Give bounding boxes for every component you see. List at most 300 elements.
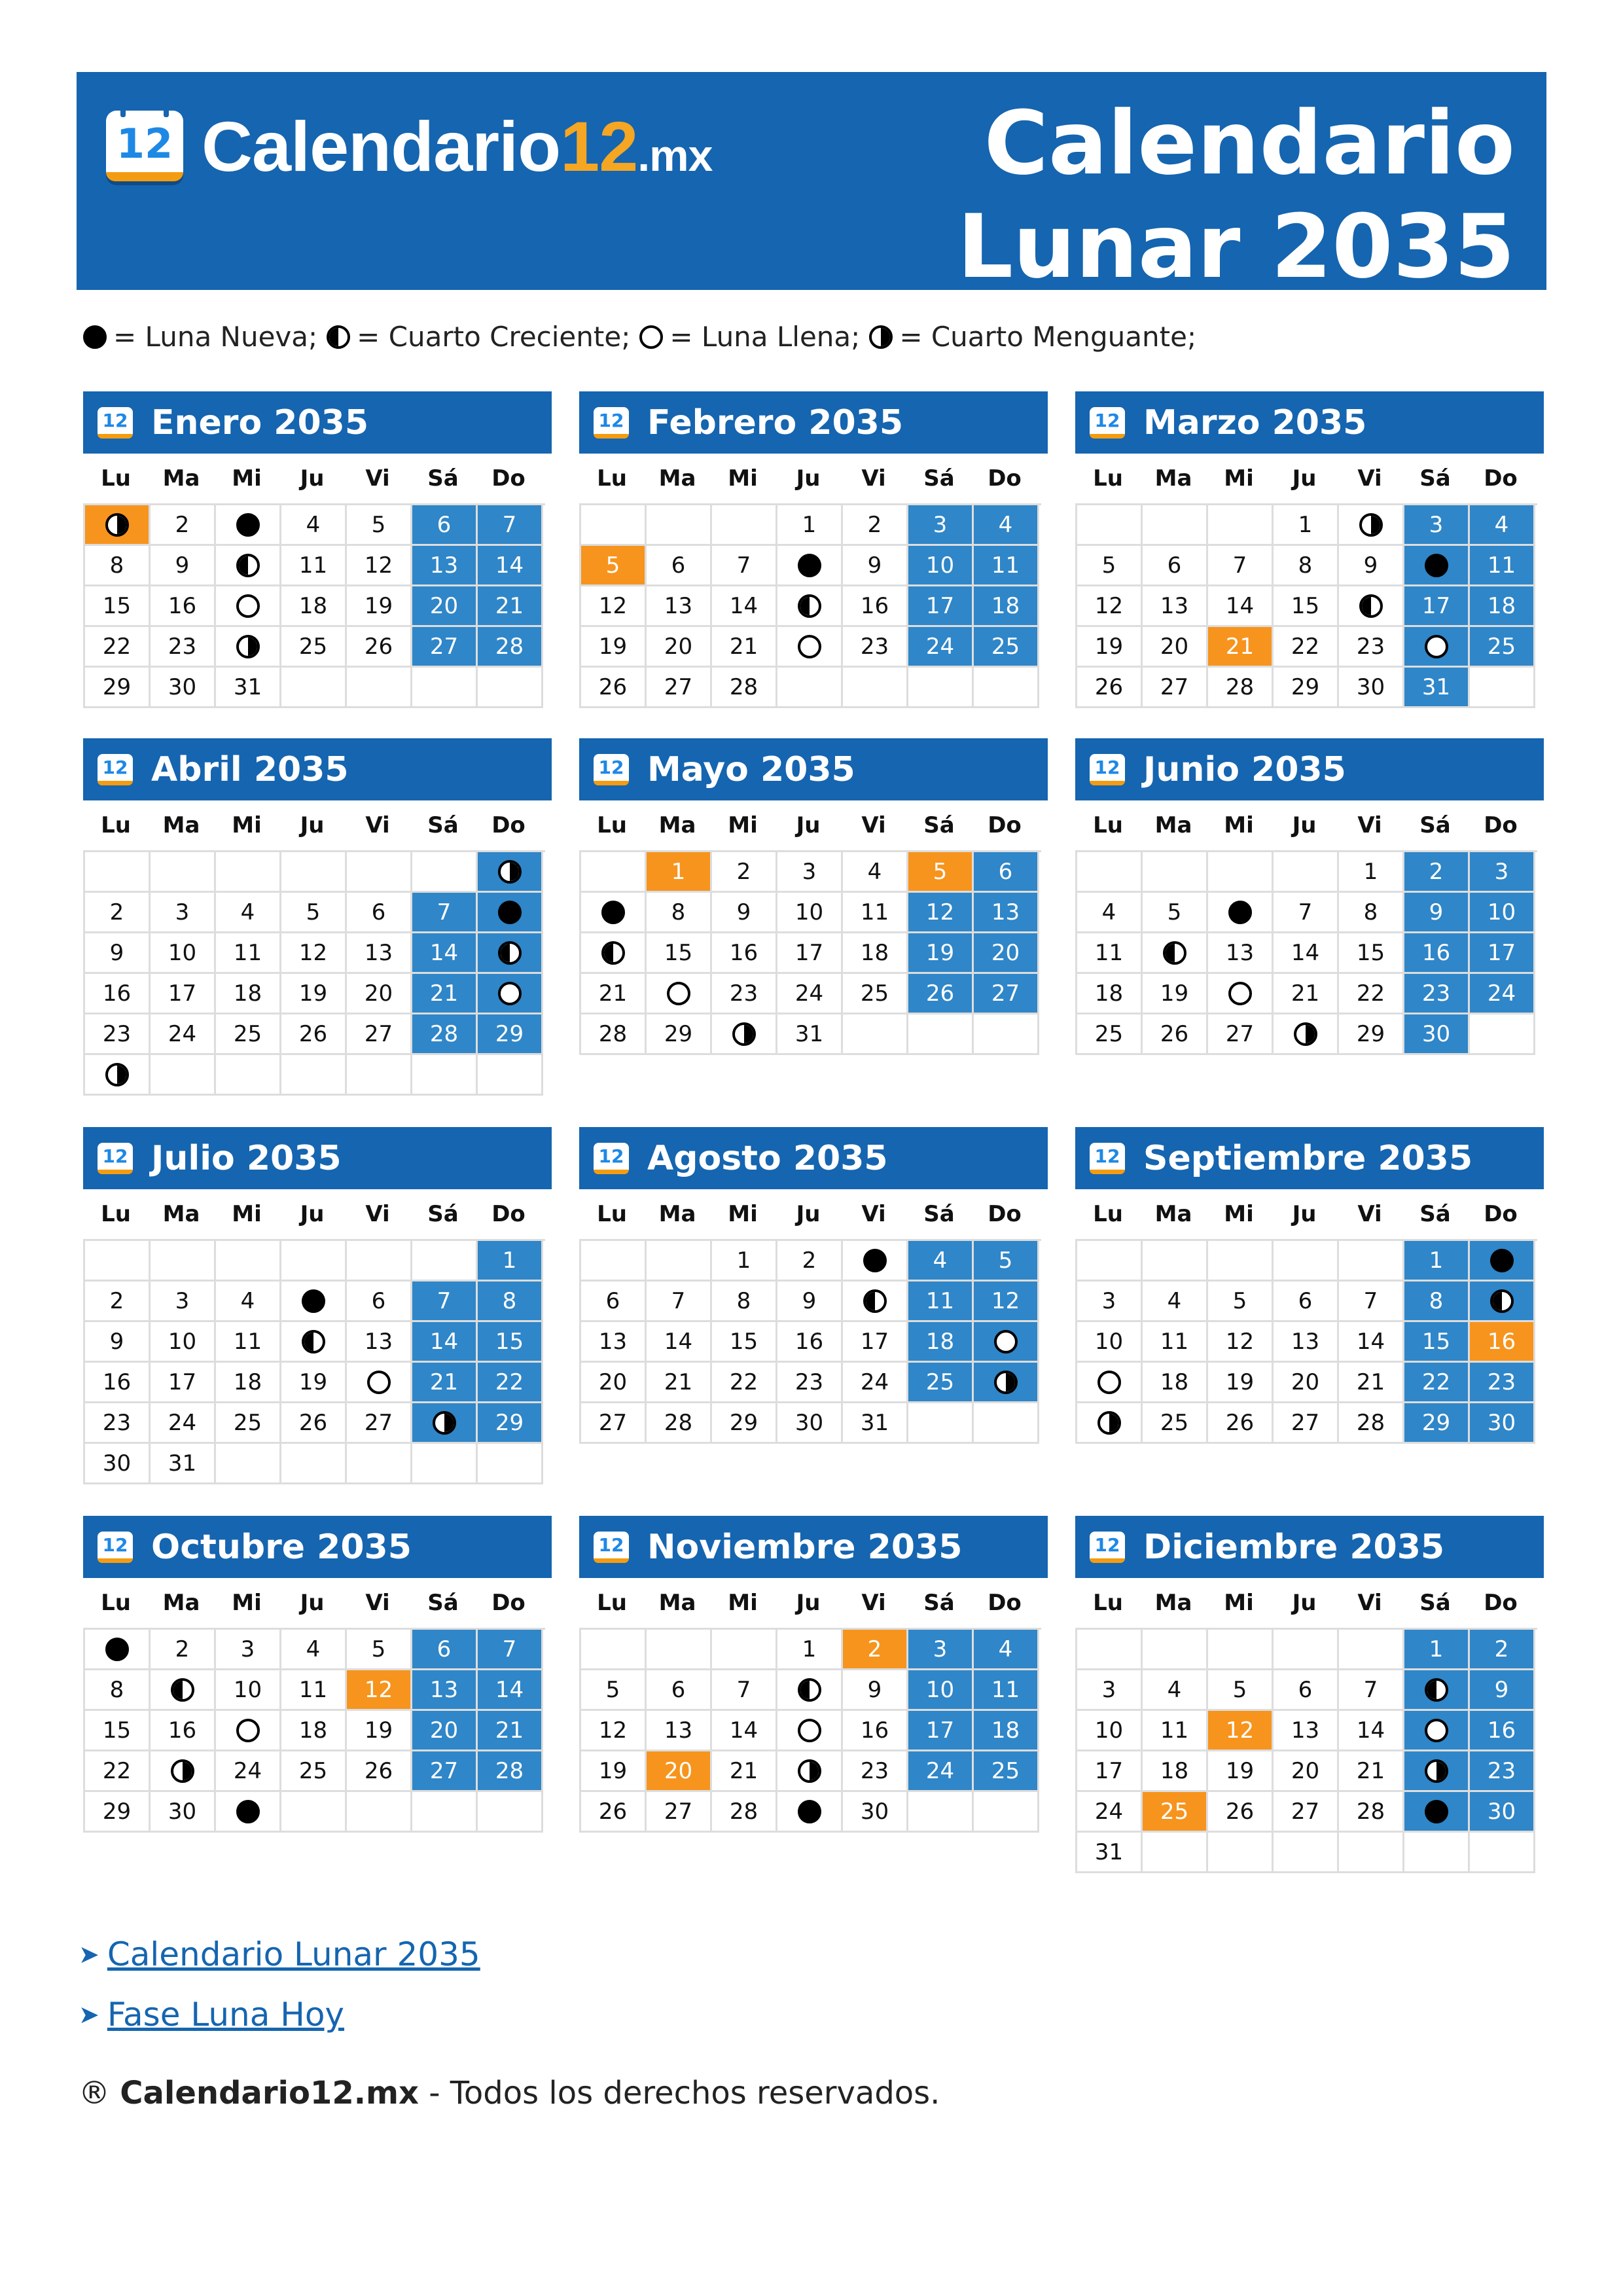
day-cell[interactable]: 16 (712, 933, 777, 974)
day-cell[interactable]: 18 (974, 1711, 1039, 1751)
day-cell[interactable]: 4 (281, 1630, 347, 1670)
day-cell[interactable] (581, 933, 647, 974)
day-cell[interactable]: 5 (347, 1630, 412, 1670)
day-cell[interactable]: 20 (647, 1751, 712, 1792)
day-cell[interactable]: 5 (1208, 1670, 1274, 1711)
day-cell[interactable]: 2 (151, 1630, 216, 1670)
day-cell[interactable]: 21 (412, 1363, 478, 1403)
day-cell[interactable]: 12 (581, 586, 647, 627)
day-cell[interactable]: 10 (777, 893, 843, 933)
day-cell[interactable]: 4 (216, 893, 281, 933)
day-cell[interactable]: 25 (281, 627, 347, 668)
day-cell[interactable]: 22 (712, 1363, 777, 1403)
day-cell[interactable]: 25 (281, 1751, 347, 1792)
day-cell[interactable]: 12 (974, 1282, 1039, 1322)
day-cell[interactable]: 16 (777, 1322, 843, 1363)
day-cell[interactable] (85, 1630, 151, 1670)
day-cell[interactable]: 6 (1143, 546, 1208, 586)
day-cell[interactable]: 1 (777, 1630, 843, 1670)
day-cell[interactable] (478, 933, 543, 974)
day-cell[interactable] (777, 546, 843, 586)
day-cell[interactable] (777, 1751, 843, 1792)
day-cell[interactable]: 3 (1404, 505, 1470, 546)
day-cell[interactable]: 25 (1470, 627, 1535, 668)
day-cell[interactable]: 18 (281, 1711, 347, 1751)
day-cell[interactable] (216, 505, 281, 546)
day-cell[interactable]: 21 (1274, 974, 1339, 1014)
day-cell[interactable]: 25 (974, 627, 1039, 668)
day-cell[interactable] (347, 1363, 412, 1403)
day-cell[interactable] (1404, 1751, 1470, 1792)
day-cell[interactable]: 7 (1339, 1670, 1404, 1711)
day-cell[interactable]: 5 (908, 852, 974, 893)
day-cell[interactable]: 18 (843, 933, 908, 974)
day-cell[interactable]: 23 (712, 974, 777, 1014)
day-cell[interactable]: 6 (647, 1670, 712, 1711)
day-cell[interactable]: 4 (281, 505, 347, 546)
day-cell[interactable]: 6 (412, 505, 478, 546)
day-cell[interactable]: 26 (1208, 1403, 1274, 1444)
day-cell[interactable]: 3 (908, 1630, 974, 1670)
day-cell[interactable]: 8 (647, 893, 712, 933)
day-cell[interactable]: 5 (581, 546, 647, 586)
day-cell[interactable]: 18 (1143, 1751, 1208, 1792)
day-cell[interactable] (1404, 1670, 1470, 1711)
day-cell[interactable]: 28 (712, 668, 777, 708)
day-cell[interactable]: 5 (974, 1241, 1039, 1282)
day-cell[interactable]: 9 (85, 1322, 151, 1363)
day-cell[interactable]: 14 (712, 586, 777, 627)
day-cell[interactable] (281, 1322, 347, 1363)
day-cell[interactable]: 7 (712, 546, 777, 586)
day-cell[interactable]: 6 (647, 546, 712, 586)
day-cell[interactable]: 27 (412, 1751, 478, 1792)
day-cell[interactable] (777, 1792, 843, 1833)
day-cell[interactable]: 27 (647, 1792, 712, 1833)
day-cell[interactable]: 14 (412, 1322, 478, 1363)
day-cell[interactable]: 12 (281, 933, 347, 974)
day-cell[interactable]: 24 (777, 974, 843, 1014)
day-cell[interactable]: 30 (151, 668, 216, 708)
day-cell[interactable]: 24 (1470, 974, 1535, 1014)
day-cell[interactable]: 24 (151, 1403, 216, 1444)
day-cell[interactable]: 24 (908, 627, 974, 668)
day-cell[interactable] (777, 586, 843, 627)
day-cell[interactable]: 18 (1143, 1363, 1208, 1403)
day-cell[interactable]: 10 (151, 1322, 216, 1363)
day-cell[interactable]: 10 (1077, 1711, 1143, 1751)
day-cell[interactable] (1404, 546, 1470, 586)
day-cell[interactable]: 21 (412, 974, 478, 1014)
day-cell[interactable] (1274, 1014, 1339, 1055)
day-cell[interactable]: 16 (1470, 1322, 1535, 1363)
day-cell[interactable]: 2 (1404, 852, 1470, 893)
day-cell[interactable]: 25 (216, 1403, 281, 1444)
day-cell[interactable]: 11 (1077, 933, 1143, 974)
day-cell[interactable]: 8 (85, 546, 151, 586)
day-cell[interactable]: 16 (1470, 1711, 1535, 1751)
day-cell[interactable]: 19 (1143, 974, 1208, 1014)
day-cell[interactable]: 13 (412, 546, 478, 586)
day-cell[interactable]: 31 (843, 1403, 908, 1444)
day-cell[interactable]: 28 (647, 1403, 712, 1444)
day-cell[interactable]: 11 (1470, 546, 1535, 586)
day-cell[interactable]: 15 (1339, 933, 1404, 974)
day-cell[interactable]: 13 (647, 586, 712, 627)
day-cell[interactable]: 2 (712, 852, 777, 893)
day-cell[interactable]: 16 (151, 586, 216, 627)
day-cell[interactable]: 3 (151, 893, 216, 933)
day-cell[interactable]: 25 (216, 1014, 281, 1055)
day-cell[interactable]: 16 (85, 974, 151, 1014)
day-cell[interactable]: 26 (281, 1403, 347, 1444)
day-cell[interactable] (1470, 1241, 1535, 1282)
day-cell[interactable]: 13 (581, 1322, 647, 1363)
day-cell[interactable]: 21 (1339, 1751, 1404, 1792)
day-cell[interactable]: 7 (647, 1282, 712, 1322)
day-cell[interactable] (216, 586, 281, 627)
day-cell[interactable]: 4 (216, 1282, 281, 1322)
day-cell[interactable]: 14 (712, 1711, 777, 1751)
day-cell[interactable]: 26 (1143, 1014, 1208, 1055)
day-cell[interactable]: 3 (1077, 1282, 1143, 1322)
day-cell[interactable]: 28 (478, 1751, 543, 1792)
day-cell[interactable]: 1 (1404, 1630, 1470, 1670)
day-cell[interactable] (581, 893, 647, 933)
day-cell[interactable]: 20 (347, 974, 412, 1014)
day-cell[interactable]: 10 (216, 1670, 281, 1711)
day-cell[interactable]: 10 (151, 933, 216, 974)
day-cell[interactable]: 23 (843, 627, 908, 668)
day-cell[interactable]: 29 (478, 1403, 543, 1444)
day-cell[interactable]: 20 (1274, 1363, 1339, 1403)
day-cell[interactable]: 21 (712, 1751, 777, 1792)
day-cell[interactable]: 12 (1208, 1322, 1274, 1363)
day-cell[interactable]: 11 (908, 1282, 974, 1322)
day-cell[interactable]: 14 (412, 933, 478, 974)
day-cell[interactable]: 6 (1274, 1670, 1339, 1711)
day-cell[interactable] (777, 627, 843, 668)
day-cell[interactable]: 27 (1143, 668, 1208, 708)
day-cell[interactable]: 23 (1470, 1363, 1535, 1403)
day-cell[interactable]: 18 (908, 1322, 974, 1363)
day-cell[interactable] (1077, 1403, 1143, 1444)
day-cell[interactable]: 11 (216, 933, 281, 974)
day-cell[interactable]: 17 (908, 586, 974, 627)
day-cell[interactable]: 26 (908, 974, 974, 1014)
day-cell[interactable]: 12 (1208, 1711, 1274, 1751)
day-cell[interactable]: 6 (581, 1282, 647, 1322)
day-cell[interactable]: 17 (1077, 1751, 1143, 1792)
day-cell[interactable]: 26 (281, 1014, 347, 1055)
day-cell[interactable]: 29 (647, 1014, 712, 1055)
day-cell[interactable]: 22 (1274, 627, 1339, 668)
day-cell[interactable] (151, 1670, 216, 1711)
day-cell[interactable]: 8 (85, 1670, 151, 1711)
day-cell[interactable]: 17 (151, 1363, 216, 1403)
day-cell[interactable]: 17 (1470, 933, 1535, 974)
day-cell[interactable]: 30 (777, 1403, 843, 1444)
day-cell[interactable] (85, 1055, 151, 1096)
day-cell[interactable]: 24 (151, 1014, 216, 1055)
day-cell[interactable]: 18 (216, 1363, 281, 1403)
day-cell[interactable]: 1 (647, 852, 712, 893)
day-cell[interactable] (1208, 893, 1274, 933)
day-cell[interactable] (1404, 1711, 1470, 1751)
day-cell[interactable]: 16 (1404, 933, 1470, 974)
day-cell[interactable]: 26 (347, 1751, 412, 1792)
day-cell[interactable]: 24 (216, 1751, 281, 1792)
day-cell[interactable]: 22 (478, 1363, 543, 1403)
day-cell[interactable]: 13 (1143, 586, 1208, 627)
day-cell[interactable]: 12 (347, 546, 412, 586)
day-cell[interactable]: 20 (1274, 1751, 1339, 1792)
day-cell[interactable]: 29 (1339, 1014, 1404, 1055)
day-cell[interactable]: 15 (647, 933, 712, 974)
day-cell[interactable]: 30 (1470, 1403, 1535, 1444)
day-cell[interactable]: 4 (974, 505, 1039, 546)
day-cell[interactable]: 13 (1208, 933, 1274, 974)
day-cell[interactable] (712, 1014, 777, 1055)
day-cell[interactable]: 21 (647, 1363, 712, 1403)
day-cell[interactable]: 23 (1470, 1751, 1535, 1792)
day-cell[interactable]: 24 (1077, 1792, 1143, 1833)
day-cell[interactable]: 4 (974, 1630, 1039, 1670)
day-cell[interactable]: 5 (347, 505, 412, 546)
day-cell[interactable]: 28 (1339, 1403, 1404, 1444)
day-cell[interactable]: 25 (1143, 1403, 1208, 1444)
day-cell[interactable]: 29 (712, 1403, 777, 1444)
day-cell[interactable]: 29 (85, 668, 151, 708)
day-cell[interactable]: 9 (1470, 1670, 1535, 1711)
day-cell[interactable]: 19 (908, 933, 974, 974)
day-cell[interactable] (478, 852, 543, 893)
day-cell[interactable] (216, 1792, 281, 1833)
day-cell[interactable]: 15 (1404, 1322, 1470, 1363)
day-cell[interactable] (216, 1711, 281, 1751)
day-cell[interactable]: 27 (412, 627, 478, 668)
day-cell[interactable]: 19 (581, 1751, 647, 1792)
day-cell[interactable]: 10 (908, 1670, 974, 1711)
day-cell[interactable]: 29 (85, 1792, 151, 1833)
day-cell[interactable]: 31 (151, 1444, 216, 1484)
day-cell[interactable]: 1 (777, 505, 843, 546)
day-cell[interactable]: 8 (712, 1282, 777, 1322)
day-cell[interactable]: 4 (1143, 1282, 1208, 1322)
day-cell[interactable]: 21 (1208, 627, 1274, 668)
day-cell[interactable]: 17 (777, 933, 843, 974)
day-cell[interactable]: 25 (1143, 1792, 1208, 1833)
day-cell[interactable] (412, 1403, 478, 1444)
day-cell[interactable]: 14 (1339, 1322, 1404, 1363)
day-cell[interactable]: 7 (478, 505, 543, 546)
day-cell[interactable]: 24 (908, 1751, 974, 1792)
day-cell[interactable] (85, 505, 151, 546)
day-cell[interactable]: 3 (1077, 1670, 1143, 1711)
day-cell[interactable]: 1 (712, 1241, 777, 1282)
day-cell[interactable]: 19 (347, 586, 412, 627)
day-cell[interactable] (1339, 586, 1404, 627)
day-cell[interactable]: 5 (581, 1670, 647, 1711)
day-cell[interactable]: 23 (1404, 974, 1470, 1014)
day-cell[interactable]: 10 (908, 546, 974, 586)
day-cell[interactable]: 22 (85, 627, 151, 668)
day-cell[interactable]: 8 (1404, 1282, 1470, 1322)
day-cell[interactable]: 14 (478, 1670, 543, 1711)
day-cell[interactable]: 3 (216, 1630, 281, 1670)
day-cell[interactable]: 11 (281, 546, 347, 586)
day-cell[interactable]: 2 (843, 1630, 908, 1670)
day-cell[interactable]: 6 (412, 1630, 478, 1670)
day-cell[interactable]: 19 (281, 1363, 347, 1403)
day-cell[interactable]: 11 (216, 1322, 281, 1363)
day-cell[interactable] (1339, 505, 1404, 546)
day-cell[interactable]: 30 (1404, 1014, 1470, 1055)
day-cell[interactable]: 15 (478, 1322, 543, 1363)
day-cell[interactable] (843, 1241, 908, 1282)
day-cell[interactable] (1208, 974, 1274, 1014)
day-cell[interactable]: 20 (412, 1711, 478, 1751)
day-cell[interactable]: 7 (478, 1630, 543, 1670)
day-cell[interactable]: 13 (347, 1322, 412, 1363)
day-cell[interactable]: 13 (1274, 1711, 1339, 1751)
day-cell[interactable]: 4 (1143, 1670, 1208, 1711)
day-cell[interactable]: 30 (151, 1792, 216, 1833)
day-cell[interactable]: 26 (347, 627, 412, 668)
day-cell[interactable]: 19 (1208, 1363, 1274, 1403)
day-cell[interactable]: 25 (974, 1751, 1039, 1792)
day-cell[interactable]: 30 (1470, 1792, 1535, 1833)
day-cell[interactable]: 8 (1274, 546, 1339, 586)
day-cell[interactable]: 15 (85, 586, 151, 627)
day-cell[interactable]: 1 (1274, 505, 1339, 546)
day-cell[interactable]: 23 (151, 627, 216, 668)
day-cell[interactable]: 21 (581, 974, 647, 1014)
day-cell[interactable]: 16 (85, 1363, 151, 1403)
day-cell[interactable]: 1 (1404, 1241, 1470, 1282)
day-cell[interactable]: 13 (647, 1711, 712, 1751)
day-cell[interactable]: 11 (1143, 1711, 1208, 1751)
day-cell[interactable]: 4 (843, 852, 908, 893)
day-cell[interactable]: 14 (478, 546, 543, 586)
day-cell[interactable]: 9 (1404, 893, 1470, 933)
day-cell[interactable]: 17 (843, 1322, 908, 1363)
day-cell[interactable]: 10 (1077, 1322, 1143, 1363)
day-cell[interactable]: 17 (151, 974, 216, 1014)
day-cell[interactable]: 20 (1143, 627, 1208, 668)
day-cell[interactable]: 16 (843, 586, 908, 627)
day-cell[interactable]: 5 (1208, 1282, 1274, 1322)
day-cell[interactable]: 3 (1470, 852, 1535, 893)
day-cell[interactable]: 30 (1339, 668, 1404, 708)
day-cell[interactable]: 19 (581, 627, 647, 668)
day-cell[interactable]: 15 (712, 1322, 777, 1363)
day-cell[interactable]: 2 (777, 1241, 843, 1282)
day-cell[interactable]: 15 (85, 1711, 151, 1751)
day-cell[interactable]: 12 (347, 1670, 412, 1711)
day-cell[interactable]: 19 (1077, 627, 1143, 668)
day-cell[interactable]: 31 (1077, 1833, 1143, 1873)
day-cell[interactable]: 5 (1143, 893, 1208, 933)
day-cell[interactable] (478, 893, 543, 933)
day-cell[interactable]: 16 (151, 1711, 216, 1751)
day-cell[interactable]: 27 (347, 1014, 412, 1055)
day-cell[interactable]: 23 (85, 1014, 151, 1055)
day-cell[interactable]: 20 (974, 933, 1039, 974)
day-cell[interactable]: 18 (216, 974, 281, 1014)
day-cell[interactable]: 21 (478, 1711, 543, 1751)
day-cell[interactable]: 3 (908, 505, 974, 546)
day-cell[interactable]: 26 (581, 668, 647, 708)
day-cell[interactable]: 26 (581, 1792, 647, 1833)
day-cell[interactable]: 27 (1274, 1403, 1339, 1444)
day-cell[interactable]: 13 (412, 1670, 478, 1711)
day-cell[interactable]: 20 (647, 627, 712, 668)
day-cell[interactable]: 16 (843, 1711, 908, 1751)
day-cell[interactable]: 23 (1339, 627, 1404, 668)
day-cell[interactable]: 11 (974, 1670, 1039, 1711)
day-cell[interactable] (647, 974, 712, 1014)
day-cell[interactable]: 13 (1274, 1322, 1339, 1363)
day-cell[interactable]: 8 (478, 1282, 543, 1322)
day-cell[interactable]: 7 (412, 893, 478, 933)
day-cell[interactable]: 1 (478, 1241, 543, 1282)
day-cell[interactable]: 22 (85, 1751, 151, 1792)
day-cell[interactable] (843, 1282, 908, 1322)
day-cell[interactable] (1404, 1792, 1470, 1833)
day-cell[interactable]: 6 (1274, 1282, 1339, 1322)
day-cell[interactable]: 2 (843, 505, 908, 546)
day-cell[interactable]: 23 (777, 1363, 843, 1403)
day-cell[interactable]: 21 (1339, 1363, 1404, 1403)
day-cell[interactable] (777, 1670, 843, 1711)
day-cell[interactable] (974, 1363, 1039, 1403)
day-cell[interactable]: 28 (712, 1792, 777, 1833)
day-cell[interactable]: 29 (1404, 1403, 1470, 1444)
day-cell[interactable]: 21 (478, 586, 543, 627)
day-cell[interactable]: 28 (1339, 1792, 1404, 1833)
day-cell[interactable]: 17 (1404, 586, 1470, 627)
day-cell[interactable]: 7 (1274, 893, 1339, 933)
day-cell[interactable]: 31 (216, 668, 281, 708)
fase-luna-hoy-link[interactable]: Fase Luna Hoy (107, 1996, 345, 2034)
day-cell[interactable]: 7 (1208, 546, 1274, 586)
day-cell[interactable]: 3 (777, 852, 843, 893)
day-cell[interactable] (151, 1751, 216, 1792)
day-cell[interactable]: 25 (1077, 1014, 1143, 1055)
day-cell[interactable]: 2 (85, 1282, 151, 1322)
day-cell[interactable]: 4 (1470, 505, 1535, 546)
day-cell[interactable]: 22 (1339, 974, 1404, 1014)
day-cell[interactable]: 9 (1339, 546, 1404, 586)
day-cell[interactable]: 30 (843, 1792, 908, 1833)
calendario-lunar-link[interactable]: Calendario Lunar 2035 (107, 1935, 480, 1973)
day-cell[interactable]: 19 (1208, 1751, 1274, 1792)
day-cell[interactable]: 29 (1274, 668, 1339, 708)
day-cell[interactable]: 28 (1208, 668, 1274, 708)
day-cell[interactable]: 24 (843, 1363, 908, 1403)
day-cell[interactable]: 11 (281, 1670, 347, 1711)
day-cell[interactable]: 18 (1470, 586, 1535, 627)
day-cell[interactable]: 12 (908, 893, 974, 933)
day-cell[interactable]: 25 (908, 1363, 974, 1403)
day-cell[interactable]: 1 (1339, 852, 1404, 893)
day-cell[interactable]: 19 (347, 1711, 412, 1751)
day-cell[interactable]: 7 (412, 1282, 478, 1322)
day-cell[interactable]: 12 (1077, 586, 1143, 627)
day-cell[interactable]: 31 (1404, 668, 1470, 708)
day-cell[interactable] (478, 974, 543, 1014)
